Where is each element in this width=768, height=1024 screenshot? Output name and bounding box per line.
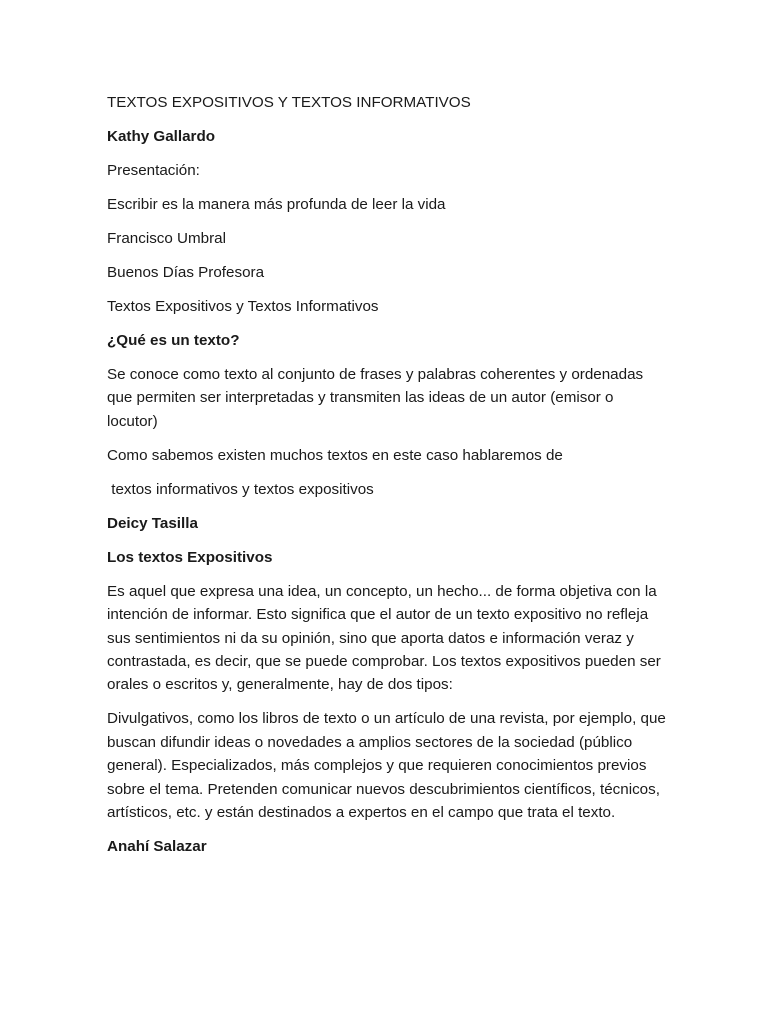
paragraph-como-sabemos: Como sabemos existen muchos textos en este caso hablaremos de <box>107 446 563 464</box>
document-title: TEXTOS EXPOSITIVOS Y TEXTOS INFORMATIVOS <box>107 94 471 111</box>
document-body <box>107 91 667 869</box>
paragraph-definicion: Se conoce como texto al conjunto de frases y palabras coherentes y ordenadas que permiten ser interpretadas y transmiten las ideas de un autor (emisor o locutor) <box>107 366 644 430</box>
author-anahi-salazar: Anahí Salazar <box>107 838 207 856</box>
presentacion-label: Presentación: <box>107 162 200 179</box>
heading-que-es-un-texto: ¿Qué es un texto? <box>107 332 240 349</box>
paragraph-expositivo: Es aquel que expresa una idea, un concepto, un hecho... de forma objetiva con la intención de informar. Esto significa que el autor de un texto expositivo no refleja sus sentimientos ni da su opinión, sino que aporta datos e información veraz y contrastada, es decir, que se puede comprobar. Los textos expositivos pueden ser orales o escritos y, generalmente, hay de dos tipos: <box>107 582 661 694</box>
paragraph-divulgativos: Divulgativos, como los libros de texto o un artículo de una revista, por ejemplo, que buscan difundir ideas o novedades a amplios sectores de la sociedad (público general). Especializados, más complejos y que requieren conocimientos previos sobre el tema. Pretenden comunicar nuevos descubrimientos científicos, técnicos, artísticos, etc. y están destinados a expertos en el campo que trata el texto. <box>107 710 666 822</box>
author-kathy-gallardo: Kathy Gallardo <box>107 128 216 145</box>
greeting: Buenos Días Profesora <box>107 264 265 281</box>
quote-author: Francisco Umbral <box>107 230 226 247</box>
paragraph-tipos: textos informativos y textos expositivos <box>107 480 374 498</box>
quote-text: Escribir es la manera más profunda de leer la vida <box>107 196 446 213</box>
subtitle: Textos Expositivos y Textos Informativos <box>107 298 379 315</box>
heading-textos-expositivos: Los textos Expositivos <box>107 548 273 566</box>
author-deicy-tasilla: Deicy Tasilla <box>107 514 198 532</box>
